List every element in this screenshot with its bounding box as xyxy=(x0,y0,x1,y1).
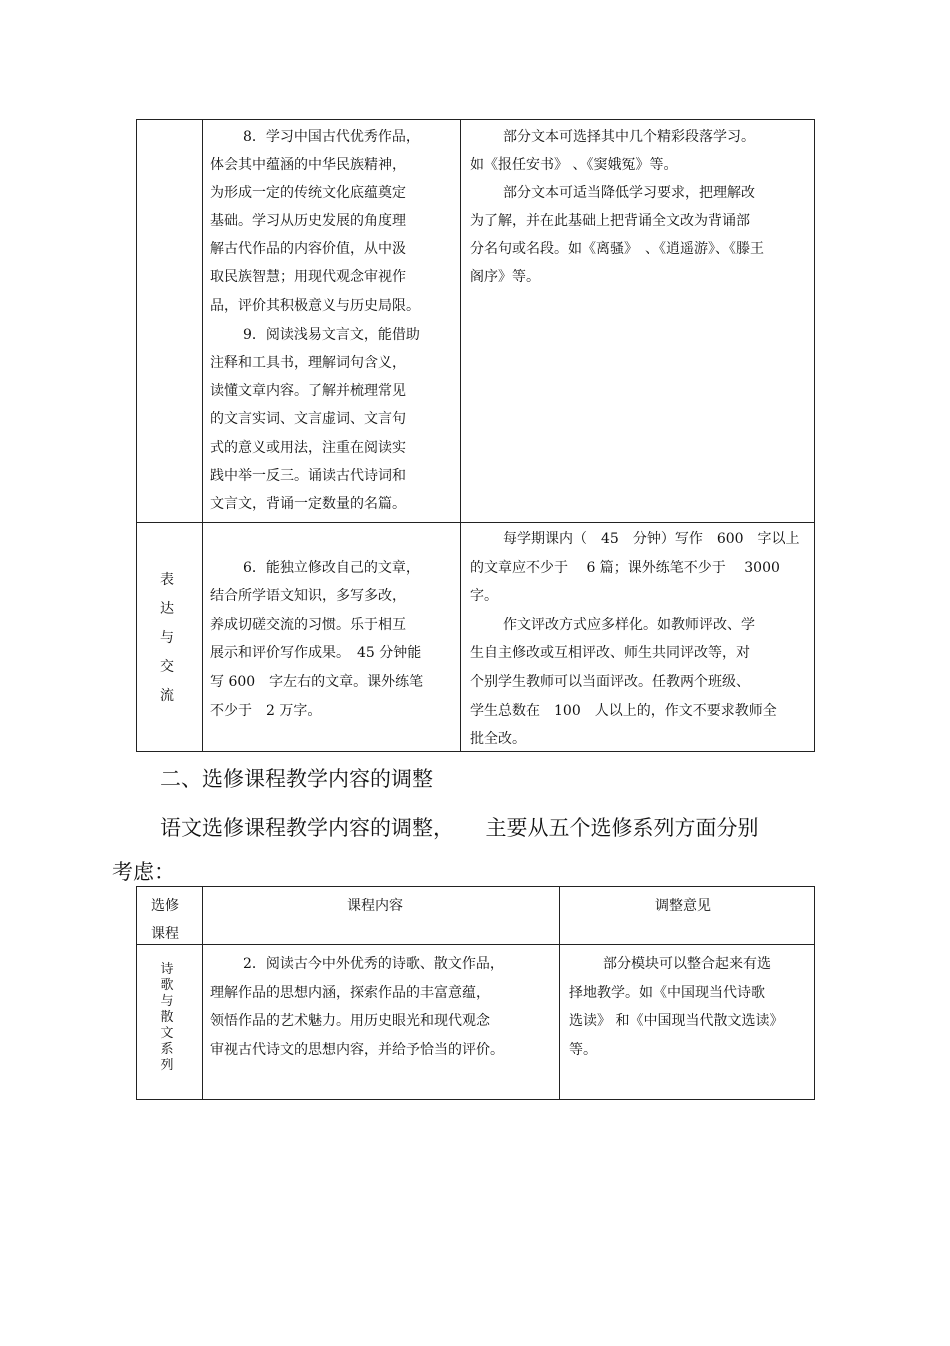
label-char: 与 xyxy=(160,630,174,646)
advice-line: 的文章应不少于 6 篇；课外练笔不少于 3000 xyxy=(470,560,780,576)
advice-line: 等。 xyxy=(569,1042,597,1058)
content-line: 写 600 字左右的文章。课外练笔 xyxy=(210,674,424,690)
header-content: 课程内容 xyxy=(347,898,403,914)
label-char: 文 xyxy=(160,1026,174,1041)
advice-line: 生自主修改或互相评改、师生共同评改等，对 xyxy=(470,645,750,661)
header-course-line: 选修 xyxy=(151,898,179,914)
advice-line: 每学期课内（ 45 分钟）写作 600 字以上 xyxy=(503,531,800,547)
row-divider xyxy=(137,944,814,945)
column-divider xyxy=(460,120,461,751)
advice-line: 为了解，并在此基础上把背诵全文改为背诵部 xyxy=(470,213,750,229)
label-char: 系 xyxy=(160,1042,174,1057)
header-course-line: 课程 xyxy=(151,926,179,942)
advice-line: 择地教学。如《中国现当代诗歌 xyxy=(569,985,765,1001)
paragraph-line: 考虑： xyxy=(112,860,175,884)
advice-line: 分名句或名段。如《离骚》 、《逍遥游》、《滕王 xyxy=(470,241,764,257)
content-line: 展示和评价写作成果。 45 分钟能 xyxy=(210,645,422,661)
paragraph-line: 语文选修课程教学内容的调整， 主要从五个选修系列方面分别 xyxy=(160,816,759,840)
advice-line: 部分文本可选择其中几个精彩段落学习。 xyxy=(503,129,755,145)
content-line: 读懂文章内容。了解并梳理常见 xyxy=(210,383,406,399)
advice-line: 批全改。 xyxy=(470,731,526,747)
label-char: 与 xyxy=(160,994,174,1009)
content-line: 品，评价其积极意义与历史局限。 xyxy=(210,298,420,314)
advice-line: 字。 xyxy=(470,588,498,604)
content-line: 8．学习中国古代优秀作品， xyxy=(243,129,420,145)
content-line: 基础。学习从历史发展的角度理 xyxy=(210,213,406,229)
advice-line: 个别学生教师可以当面评改。任教两个班级、 xyxy=(470,674,750,690)
content-line: 不少于 2 万字。 xyxy=(210,703,322,719)
elective-table xyxy=(136,886,815,1100)
content-line: 注释和工具书，理解词句含义， xyxy=(210,355,406,371)
label-char: 歌 xyxy=(160,978,174,993)
row-divider xyxy=(137,522,814,523)
column-divider xyxy=(202,120,203,751)
content-line: 理解作品的思想内涵，探索作品的丰富意蕴， xyxy=(210,985,490,1001)
content-line: 结合所学语文知识，多写多改， xyxy=(210,588,406,604)
section-heading: 二、选修课程教学内容的调整 xyxy=(160,767,433,791)
advice-line: 作文评改方式应多样化。如教师评改、学 xyxy=(503,617,755,633)
advice-line: 部分模块可以整合起来有选 xyxy=(603,956,771,972)
content-line: 养成切磋交流的习惯。乐于相互 xyxy=(210,617,406,633)
advice-line: 选读》 和《中国现当代散文选读》 xyxy=(569,1013,784,1029)
header-advice: 调整意见 xyxy=(655,898,711,914)
column-divider xyxy=(202,887,203,1099)
standards-table xyxy=(136,119,815,752)
label-char: 诗 xyxy=(160,962,174,977)
content-line: 践中举一反三。诵读古代诗词和 xyxy=(210,468,406,484)
content-line: 体会其中蕴涵的中华民族精神， xyxy=(210,157,406,173)
advice-line: 如《报任安书》 、《窦娥冤》等。 xyxy=(470,157,678,173)
content-line: 6．能独立修改自己的文章， xyxy=(243,560,420,576)
content-line: 式的意义或用法，注重在阅读实 xyxy=(210,440,406,456)
content-line: 9．阅读浅易文言文，能借助 xyxy=(243,327,420,343)
advice-line: 学生总数在 100 人以上的，作文不要求教师全 xyxy=(470,703,777,719)
advice-line: 阁序》等。 xyxy=(470,269,540,285)
content-line: 取民族智慧；用现代观念审视作 xyxy=(210,269,406,285)
label-char: 达 xyxy=(160,601,174,617)
content-line: 文言文，背诵一定数量的名篇。 xyxy=(210,496,406,512)
content-line: 解古代作品的内容价值，从中汲 xyxy=(210,241,406,257)
label-char: 表 xyxy=(160,572,174,588)
advice-line: 部分文本可适当降低学习要求，把理解改 xyxy=(503,185,755,201)
label-char: 列 xyxy=(160,1058,174,1073)
content-line: 审视古代诗文的思想内容，并给予恰当的评价。 xyxy=(210,1042,504,1058)
label-char: 散 xyxy=(160,1010,174,1025)
content-line: 领悟作品的艺术魅力。用历史眼光和现代观念 xyxy=(210,1013,490,1029)
column-divider xyxy=(559,887,560,1099)
label-char: 交 xyxy=(160,659,174,675)
content-line: 2．阅读古今中外优秀的诗歌、散文作品， xyxy=(243,956,504,972)
content-line: 为形成一定的传统文化底蕴奠定 xyxy=(210,185,406,201)
content-line: 的文言实词、文言虚词、文言句 xyxy=(210,411,406,427)
label-char: 流 xyxy=(160,688,174,704)
